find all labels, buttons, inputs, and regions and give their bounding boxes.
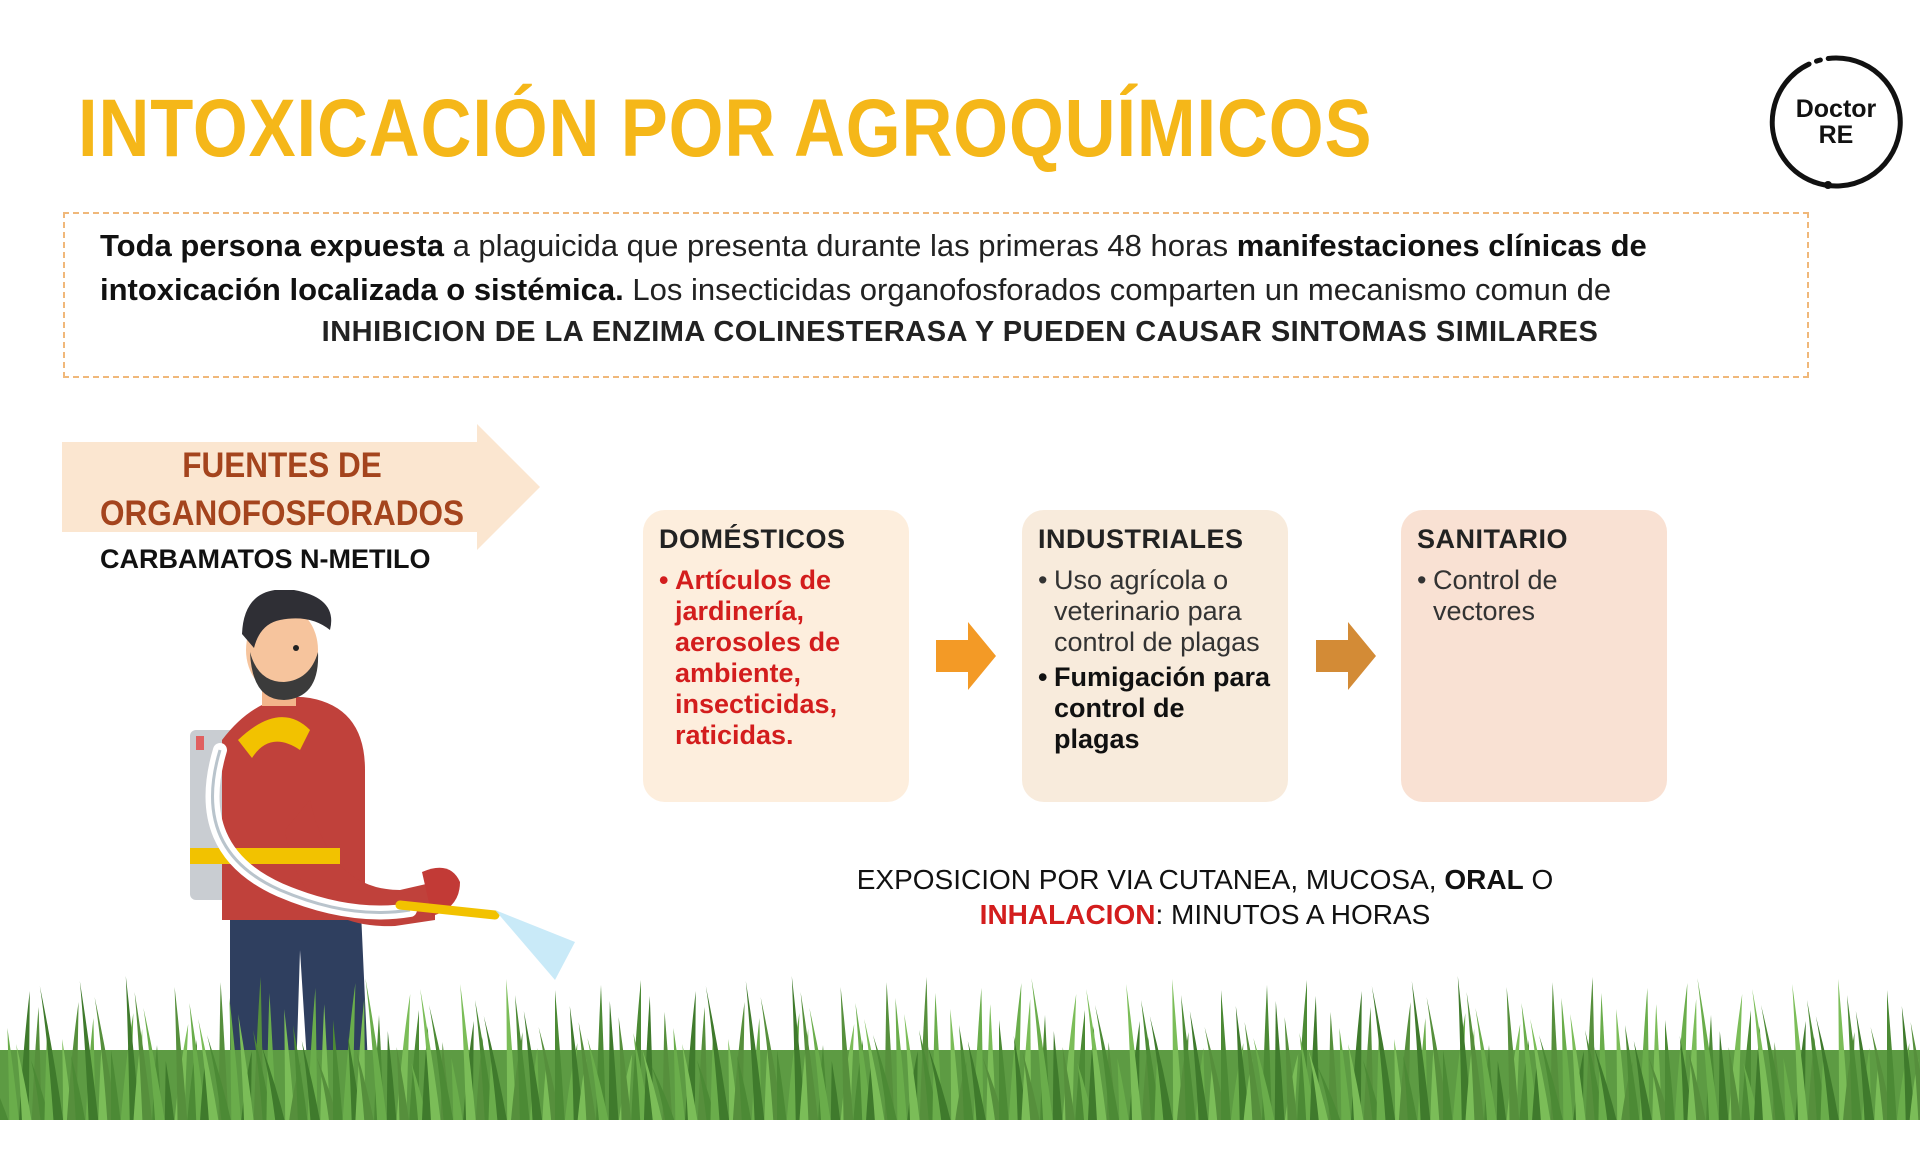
card-title: INDUSTRIALES: [1038, 524, 1244, 554]
card-industriales: [1022, 510, 1288, 802]
card-domesticos: [643, 510, 909, 802]
card-title: DOMÉSTICOS: [659, 524, 846, 554]
definition-bold-b: manifestaciones clínicas de: [1236, 228, 1647, 263]
bullet-text: Uso agrícola o veterinario para control de plagas: [1054, 565, 1260, 657]
definition-bold-c: intoxicación localizada o sistémica.: [100, 272, 624, 307]
sources-title: [84, 442, 480, 538]
arrow-right-icon: [1316, 622, 1376, 690]
definition-text-b: Los insecticidas organofosforados comparten un mecanismo comun de: [623, 272, 1612, 307]
sources-title-line-2: ORGANOFOSFORADOS: [99, 494, 464, 533]
bullet-icon: •: [1417, 565, 1427, 595]
list-item: [659, 565, 895, 751]
exposure-text: [780, 862, 1630, 932]
logo-line-2: RE: [1818, 121, 1854, 149]
card-title: SANITARIO: [1417, 524, 1568, 554]
bullet-icon: •: [1038, 662, 1048, 692]
bullet-text: Control de vectores: [1433, 565, 1558, 626]
exposure-part-3: O: [1523, 864, 1554, 895]
bullet-icon: •: [659, 565, 669, 595]
sources-subtitle: CARBAMATOS N-METILO: [100, 544, 431, 574]
grass-decoration: [0, 950, 1920, 1125]
definition-line-1: [100, 228, 1800, 264]
exposure-oral: ORAL: [1444, 864, 1524, 895]
list-item: [1038, 662, 1274, 755]
bullet-text: Artículos de jardinería, aerosoles de ambiente, insecticidas, raticidas.: [675, 565, 841, 750]
logo-line-1: Doctor: [1795, 95, 1877, 123]
card-sanitario: [1401, 510, 1667, 802]
definition-text-a: a plaguicida que presenta durante las primeras 48 horas: [443, 228, 1237, 263]
arrow-right-icon: [936, 622, 996, 690]
definition-line-3: INHIBICION DE LA ENZIMA COLINESTERASA Y PUEDEN CAUSAR SINTOMAS SIMILARES: [321, 316, 1599, 348]
definition-line-2: [100, 272, 1800, 308]
bullet-icon: •: [1038, 565, 1048, 595]
bullet-text: Fumigación para control de plagas: [1054, 662, 1271, 754]
exposure-part-5: : MINUTOS A HORAS: [1155, 899, 1431, 930]
sources-title-line-1: FUENTES DE: [182, 446, 382, 485]
definition-bold-a: Toda persona expuesta: [100, 228, 444, 263]
exposure-part-1: EXPOSICION POR VIA CUTANEA, MUCOSA,: [856, 864, 1445, 895]
logo-text: [1766, 96, 1906, 148]
list-item: [1038, 565, 1274, 658]
exposure-inhalacion: INHALACION: [979, 899, 1156, 930]
list-item: [1417, 565, 1653, 627]
page-title: INTOXICACIÓN POR AGROQUÍMICOS: [78, 83, 1373, 174]
